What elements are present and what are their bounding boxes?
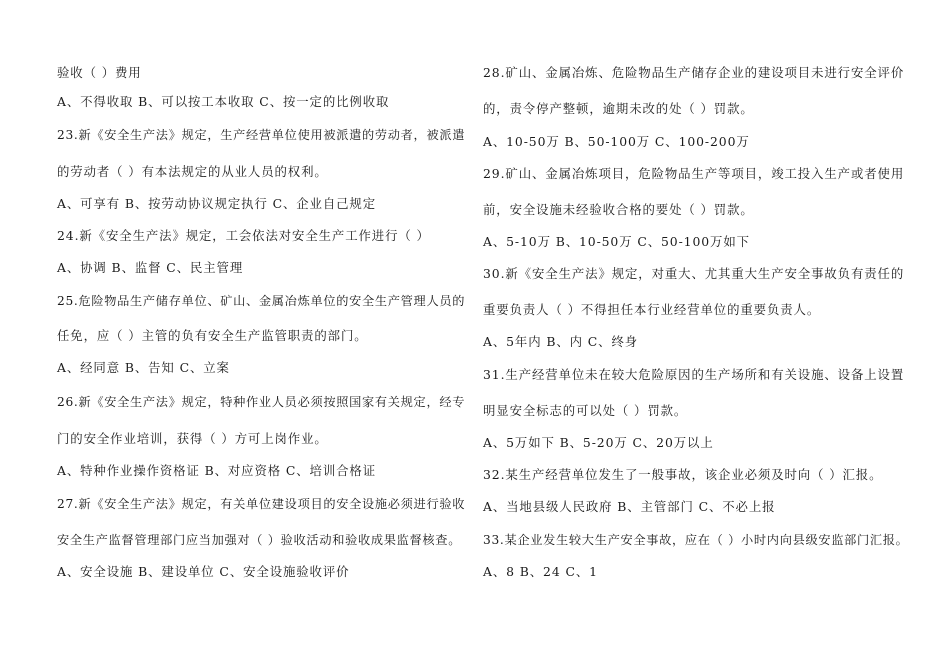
text-line: 的劳动者（ ）有本法规定的从业人员的权利。 [57, 164, 328, 179]
text-line: 28.矿山、金属冶炼、危险物品生产储存企业的建设项目未进行安全评价 [483, 65, 905, 80]
text-line: 30.新《安全生产法》规定，对重大、尤其重大生产安全事故负有责任的 [483, 266, 905, 281]
text-line: 任免，应（ ）主管的负有安全生产监管职责的部门。 [57, 328, 368, 343]
text-line: 26.新《安全生产法》规定，特种作业人员必须按照国家有关规定，经专 [57, 395, 466, 409]
text-line: A、10-50万 B、50-100万 C、100-200万 [483, 134, 750, 149]
text-line: A、5万如下 B、5-20万 C、20万以上 [483, 435, 714, 450]
text-line: 24.新《安全生产法》规定，工会依法对安全生产工作进行（ ） [57, 228, 430, 243]
text-line: A、当地县级人民政府 B、主管部门 C、不必上报 [483, 499, 776, 514]
text-line: 验收（ ）费用 [57, 65, 142, 80]
text-line: A、协调 B、监督 C、民主管理 [57, 260, 244, 275]
text-line: A、不得收取 B、可以按工本收取 C、按一定的比例收取 [57, 94, 390, 109]
text-line: 31.生产经营单位未在较大危险原因的生产场所和有关设施、设备上设置 [483, 367, 905, 382]
text-line: 重要负责人（ ）不得担任本行业经营单位的重要负责人。 [483, 302, 821, 317]
text-line: 安全生产监督管理部门应当加强对（ ）验收活动和验收成果监督核查。 [57, 533, 462, 547]
text-line: A、8 B、24 C、1 [483, 564, 598, 579]
text-line: 33.某企业发生较大生产安全事故，应在（ ）小时内向县级安监部门汇报。 [483, 533, 909, 547]
text-line: A、可享有 B、按劳动协议规定执行 C、企业自己规定 [57, 196, 377, 211]
text-line: A、安全设施 B、建设单位 C、安全设施验收评价 [57, 564, 350, 579]
text-line: 明显安全标志的可以处（ ）罚款。 [483, 403, 688, 418]
text-line: 32.某生产经营单位发生了一般事故，该企业必须及时向（ ）汇报。 [483, 467, 883, 482]
text-line: 29.矿山、金属冶炼项目，危险物品生产等项目，竣工投入生产或者使用 [483, 166, 905, 181]
text-line: A、5年内 B、内 C、终身 [483, 334, 639, 349]
text-line: 前，安全设施未经验收合格的要处（ ）罚款。 [483, 202, 754, 217]
text-line: 27.新《安全生产法》规定，有关单位建设项目的安全设施必须进行验收 [57, 497, 466, 511]
text-line: A、5-10万 B、10-50万 C、50-100万如下 [483, 234, 750, 249]
text-line: 门的安全作业培训，获得（ ）方可上岗作业。 [57, 431, 328, 446]
text-line: 23.新《安全生产法》规定，生产经营单位使用被派遣的劳动者，被派遣 [57, 128, 466, 142]
text-line: 25.危险物品生产储存单位、矿山、金属冶炼单位的安全生产管理人员的 [57, 294, 466, 308]
text-line: A、经同意 B、告知 C、立案 [57, 360, 230, 375]
text-line: A、特种作业操作资格证 B、对应资格 C、培训合格证 [57, 463, 377, 478]
text-line: 的，责令停产整顿，逾期未改的处（ ）罚款。 [483, 101, 754, 116]
